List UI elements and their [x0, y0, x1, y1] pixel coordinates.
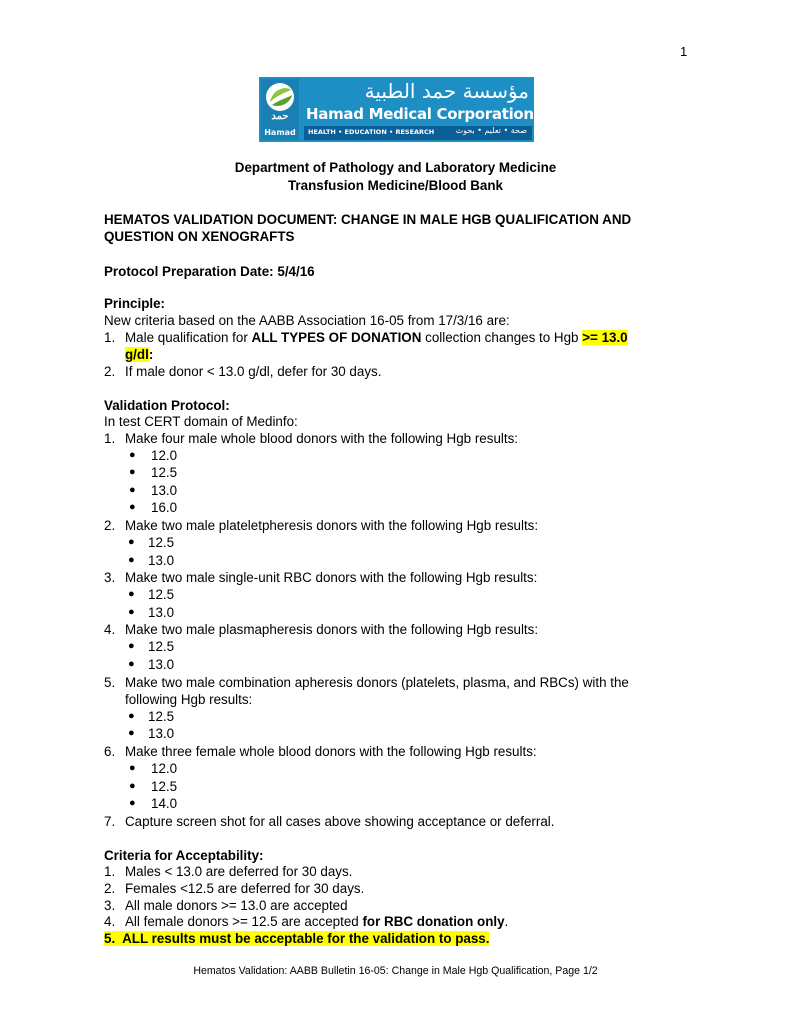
principle-item1 — [125, 330, 628, 345]
doc-title-line1: HEMATOS VALIDATION DOCUMENT: CHANGE IN MALE HGB QUALIFICATION AND — [104, 212, 632, 227]
step4-value: 12.5 — [148, 639, 175, 654]
principle-item1-cont — [125, 347, 153, 362]
criteria-item3-num: 3. — [104, 898, 116, 913]
tagline-strip — [304, 126, 532, 140]
validation-intro: In test CERT domain of Medinfo: — [104, 414, 298, 429]
step6-num: 6. — [104, 744, 116, 759]
criteria-item4-bold: for RBC donation only — [362, 914, 505, 929]
tagline-english: HEALTH • EDUCATION • RESEARCH — [308, 128, 435, 136]
step5-text: Make two male combination apheresis donors (platelets, plasma, and RBCs) with the — [125, 675, 629, 690]
step5-value: 12.5 — [148, 709, 175, 724]
bullet-icon: ● — [129, 797, 136, 809]
criteria-item5-num: 5. — [104, 931, 116, 946]
step7-text: Capture screen shot for all cases above showing acceptance or deferral. — [125, 814, 555, 829]
bullet-icon: ● — [128, 710, 135, 722]
hamad-logo — [259, 77, 534, 142]
principle-item1-post: : — [148, 347, 154, 362]
step4-value: 13.0 — [148, 657, 175, 672]
validation-heading: Validation Protocol: — [104, 398, 230, 413]
leaf-icon — [263, 82, 297, 112]
bullet-icon: ● — [128, 536, 135, 548]
criteria-item1-num: 1. — [104, 864, 116, 879]
tagline-arabic: صحة • تعليم • بحوث — [455, 126, 527, 135]
department-heading: Department of Pathology and Laboratory Medicine — [234, 160, 557, 175]
bullet-icon: ● — [129, 762, 136, 774]
step6-text: Make three female whole blood donors with the following Hgb results: — [125, 744, 537, 759]
principle-item1-highlight-a: >= 13.0 — [582, 330, 628, 345]
bullet-icon: ● — [129, 466, 136, 478]
criteria-item4-post: . — [504, 914, 509, 929]
step1-value: 12.0 — [151, 448, 178, 463]
step1-text: Make four male whole blood donors with the following Hgb results: — [125, 431, 518, 446]
step3-num: 3. — [104, 570, 116, 585]
step6-value: 12.0 — [151, 761, 178, 776]
bullet-icon: ● — [129, 449, 136, 461]
step2-text: Make two male plateletpheresis donors with the following Hgb results: — [125, 518, 539, 533]
principle-item1-highlight-b: g/dl — [125, 347, 149, 362]
bullet-icon: ● — [128, 606, 135, 618]
emblem-arabic-text: حمد — [271, 111, 289, 122]
page-number: 1 — [680, 44, 688, 59]
principle-item1-pre: Male qualification for — [125, 330, 252, 345]
step7-num: 7. — [104, 814, 116, 829]
step3-value: 13.0 — [148, 605, 175, 620]
step3-text: Make two male single-unit RBC donors with the following Hgb results: — [125, 570, 538, 585]
principle-item1-num: 1. — [104, 330, 116, 345]
criteria-item4-num: 4. — [104, 914, 116, 929]
step1-value: 16.0 — [151, 500, 178, 515]
prep-date: Protocol Preparation Date: 5/4/16 — [104, 264, 315, 279]
criteria-item4-text: All female donors >= 12.5 are accepted — [125, 914, 363, 929]
bullet-icon: ● — [128, 658, 135, 670]
principle-intro: New criteria based on the AABB Association 16-05 from 17/3/16 are: — [104, 313, 510, 328]
principle-item2-num: 2. — [104, 364, 116, 379]
emblem — [261, 79, 299, 140]
step2-num: 2. — [104, 518, 116, 533]
arabic-org-name: مؤسسة حمد الطبية — [364, 79, 529, 103]
principle-item2: If male donor < 13.0 g/dl, defer for 30 days. — [125, 364, 382, 379]
step4-num: 4. — [104, 622, 116, 637]
bullet-icon: ● — [128, 588, 135, 600]
emblem-english-text: Hamad — [264, 128, 296, 137]
criteria-item5 — [104, 931, 489, 946]
step5-text-cont: following Hgb results: — [125, 692, 253, 707]
step3-value: 12.5 — [148, 587, 175, 602]
step2-value: 13.0 — [148, 553, 175, 568]
bullet-icon: ● — [129, 780, 136, 792]
step2-value: 12.5 — [148, 535, 175, 550]
step6-value: 12.5 — [151, 779, 178, 794]
bullet-icon: ● — [128, 554, 135, 566]
bullet-icon: ● — [128, 640, 135, 652]
criteria-heading: Criteria for Acceptability: — [104, 848, 264, 863]
step4-text: Make two male plasmapheresis donors with the following Hgb results: — [125, 622, 539, 637]
criteria-item2-num: 2. — [104, 881, 116, 896]
bullet-icon: ● — [129, 484, 136, 496]
step1-num: 1. — [104, 431, 116, 446]
bullet-icon: ● — [129, 501, 136, 513]
step5-value: 13.0 — [148, 726, 175, 741]
doc-title-line2: QUESTION ON XENOGRAFTS — [104, 229, 295, 244]
bullet-icon: ● — [128, 727, 135, 739]
english-org-name: Hamad Medical Corporation — [306, 105, 534, 123]
step1-value: 12.5 — [151, 465, 178, 480]
division-heading: Transfusion Medicine/Blood Bank — [287, 178, 504, 193]
criteria-item4 — [125, 914, 508, 929]
step5-num: 5. — [104, 675, 116, 690]
criteria-item5-text: ALL results must be acceptable for the validation to pass. — [122, 931, 490, 946]
criteria-item3: All male donors >= 13.0 are accepted — [125, 898, 348, 913]
criteria-item2: Females <12.5 are deferred for 30 days. — [125, 881, 365, 896]
page-footer: Hematos Validation: AABB Bulletin 16-05: Change in Male Hgb Qualification, Page 1/2 — [193, 965, 598, 977]
step1-value: 13.0 — [151, 483, 178, 498]
step6-value: 14.0 — [151, 796, 178, 811]
principle-item1-mid: collection changes to Hgb — [421, 330, 583, 345]
principle-item1-bold: ALL TYPES OF DONATION — [251, 330, 422, 345]
criteria-item1: Males < 13.0 are deferred for 30 days. — [125, 864, 353, 879]
principle-heading: Principle: — [104, 296, 166, 311]
